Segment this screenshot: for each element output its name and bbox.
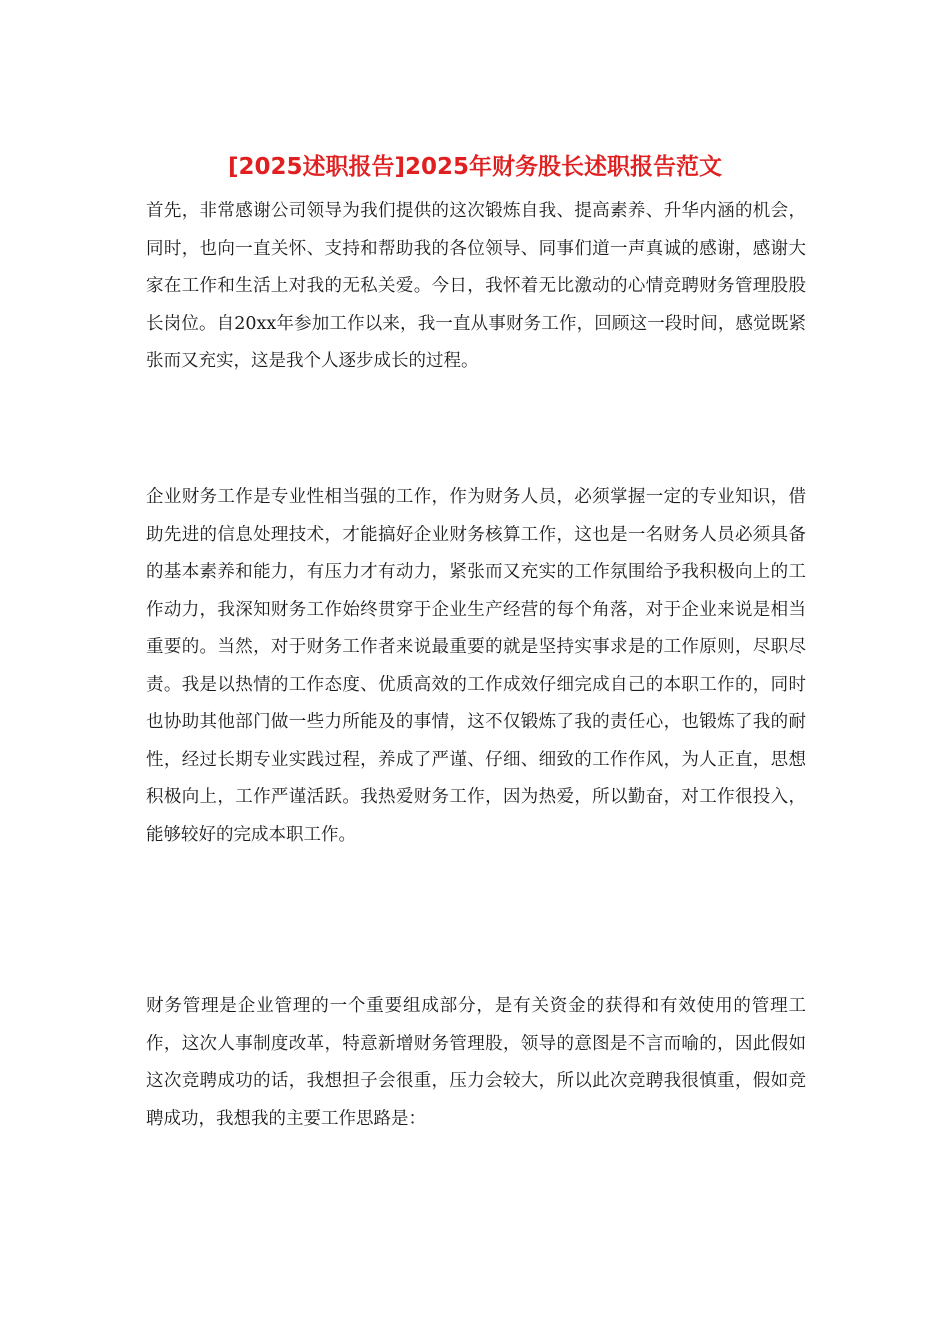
document-title: [2025述职报告]2025年财务股长述职报告范文 (227, 154, 723, 180)
paragraph-work-plan: 财务管理是企业管理的一个重要组成部分，是有关资金的获得和有效使用的管理工作，这次人事制度改革，特意新增财务管理股，领导的意图是不言而喻的，因此假如这次竞聘成功的话，我想担子会很重，压力会较大，所以此次竞聘我很慎重，假如竞聘成功，我想我的主要工作思路是： (146, 996, 806, 1129)
paragraph-work-experience: 企业财务工作是专业性相当强的工作，作为财务人员，必须掌握一定的专业知识，借助先进的信息处理技术，才能搞好企业财务核算工作，这也是一名财务人员必须具备的基本素养和能力，有压力才有动力，紧张而又充实的工作氛围给予我积极向上的工作动力，我深知财务工作始终贯穿于企业生产经营的每个角落，对于企业来说是相当重要的。当然，对于财务工作者来说最重要的就是坚持实事求是的工作原则，尽职尽责。我是以热情的工作态度、优质高效的工作成效仔细完成自己的本职工作的，同时也协助其他部门做一些力所能及的事情，这不仅锻炼了我的责任心，也锻炼了我的耐性，经过长期专业实践过程，养成了严谨、仔细、细致的工作作风，为人正直，思想积极向上，工作严谨活跃。我热爱财务工作，因为热爱，所以勤奋，对工作很投入，能够较好的完成本职工作。 (146, 487, 806, 845)
paragraph-intro: 首先，非常感谢公司领导为我们提供的这次锻炼自我、提高素养、升华内涵的机会，同时，也向一直关怀、支持和帮助我的各位领导、同事们道一声真诚的感谢，感谢大家在工作和生活上对我的无私关爱。今日，我怀着无比激动的心情竞聘财务管理股股长岗位。自20xx年参加工作以来，我一直从事财务工作，回顾这一段时间，感觉既紧张而又充实，这是我个人逐步成长的过程。 (146, 201, 806, 371)
